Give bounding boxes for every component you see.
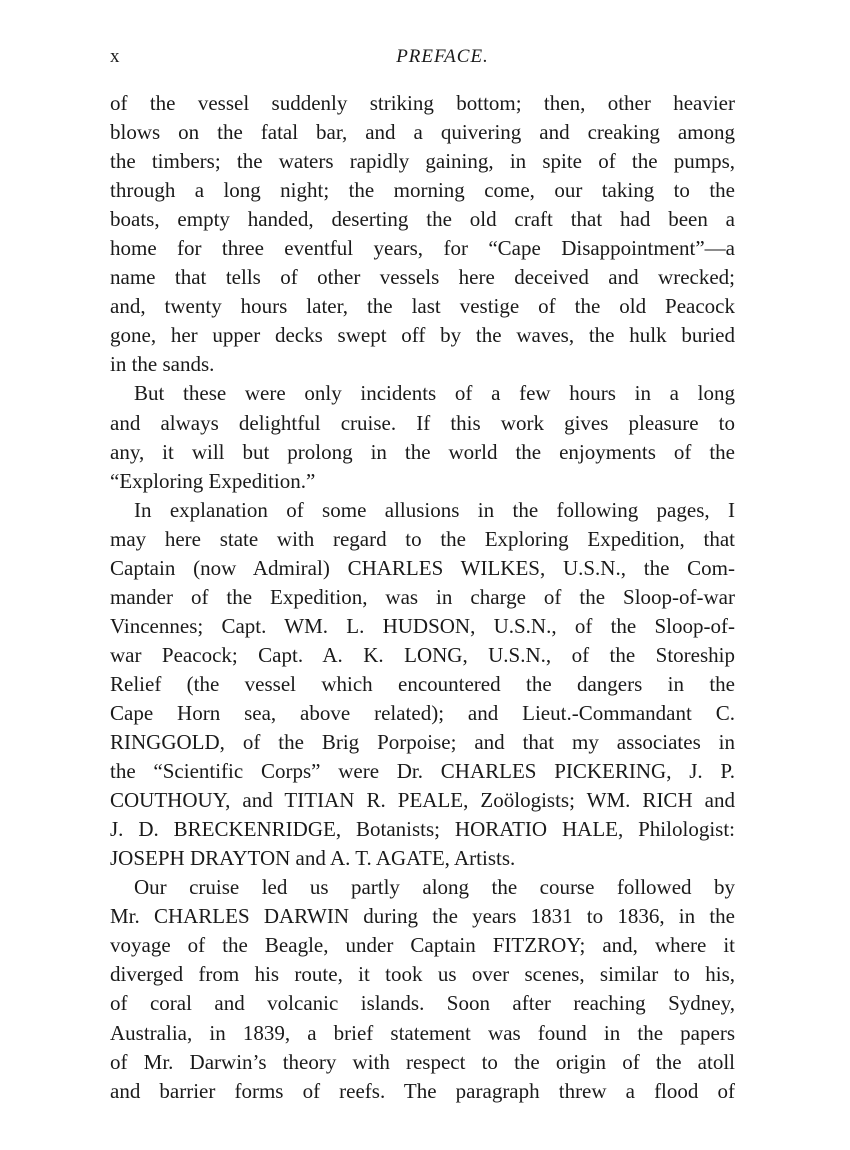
text-line: In explanation of some allusions in the following pages, I [134,497,735,522]
text-line: J. D. BRECKENRIDGE, Botanists; HORATIO HALE, Philologist: [110,817,735,842]
text-line: COUTHOUY, and TITIAN R. PEALE, Zoölogists; WM. RICH and [110,788,735,813]
text-line: of Mr. Darwin’s theory with respect to the origin of the atoll [110,1049,735,1074]
text-line: Vincennes; Capt. WM. L. HUDSON, U.S.N., of the Sloop-of- [110,613,735,638]
text-line: gone, her upper decks swept off by the waves, the hulk buried [110,323,735,348]
page-title: PREFACE. [396,46,489,67]
text-line: diverged from his route, it took us over scenes, similar to his, [110,962,735,987]
text-line: Our cruise led us partly along the course followed by [134,875,735,900]
running-head [110,46,735,76]
text-line: the “Scientific Corps” were Dr. CHARLES PICKERING, J. P. [110,759,735,784]
text-line: Cape Horn sea, above related); and Lieut.-Commandant C. [110,700,735,725]
text-line: any, it will but prolong in the world the enjoyments of the [110,439,735,464]
text-line: may here state with regard to the Exploring Expedition, that [110,526,735,551]
text-line: mander of the Expedition, was in charge of the Sloop-of-war [110,584,735,609]
text-line: home for three eventful years, for “Cape Disappointment”—a [110,236,735,261]
text-line: “Exploring Expedition.” [110,468,316,493]
text-line: and barrier forms of reefs. The paragraph threw a flood of [110,1078,735,1103]
text-line: in the sands. [110,352,215,377]
text-line: of the vessel suddenly striking bottom; then, other heavier [110,91,735,115]
text-line: But these were only incidents of a few hours in a long [134,381,735,406]
text-line: war Peacock; Capt. A. K. LONG, U.S.N., of the Storeship [110,642,735,667]
text-line: Australia, in 1839, a brief statement was found in the papers [110,1020,735,1045]
text-line: Relief (the vessel which encountered the dangers in the [110,671,735,696]
page-number: x [110,46,120,67]
text-line: Captain (now Admiral) CHARLES WILKES, U.S.N., the Com- [110,555,735,580]
text-line: boats, empty handed, deserting the old craft that had been a [110,207,735,232]
text-line: and always delightful cruise. If this work gives pleasure to [110,410,735,435]
text-line: JOSEPH DRAYTON and A. T. AGATE, Artists. [110,846,516,871]
text-line: voyage of the Beagle, under Captain FITZROY; and, where it [110,933,735,958]
body-text [110,89,735,1106]
text-line: name that tells of other vessels here deceived and wrecked; [110,265,735,290]
text-line: RINGGOLD, of the Brig Porpoise; and that my associates in [110,730,735,755]
text-line: and, twenty hours later, the last vestige of the old Peacock [110,294,735,319]
text-line: of coral and volcanic islands. Soon after reaching Sydney, [110,991,735,1016]
text-line: blows on the fatal bar, and a quivering and creaking among [110,120,735,145]
text-line: through a long night; the morning come, our taking to the [110,178,735,203]
text-line: Mr. CHARLES DARWIN during the years 1831 to 1836, in the [110,904,735,929]
text-line: the timbers; the waters rapidly gaining, in spite of the pumps, [110,149,735,174]
